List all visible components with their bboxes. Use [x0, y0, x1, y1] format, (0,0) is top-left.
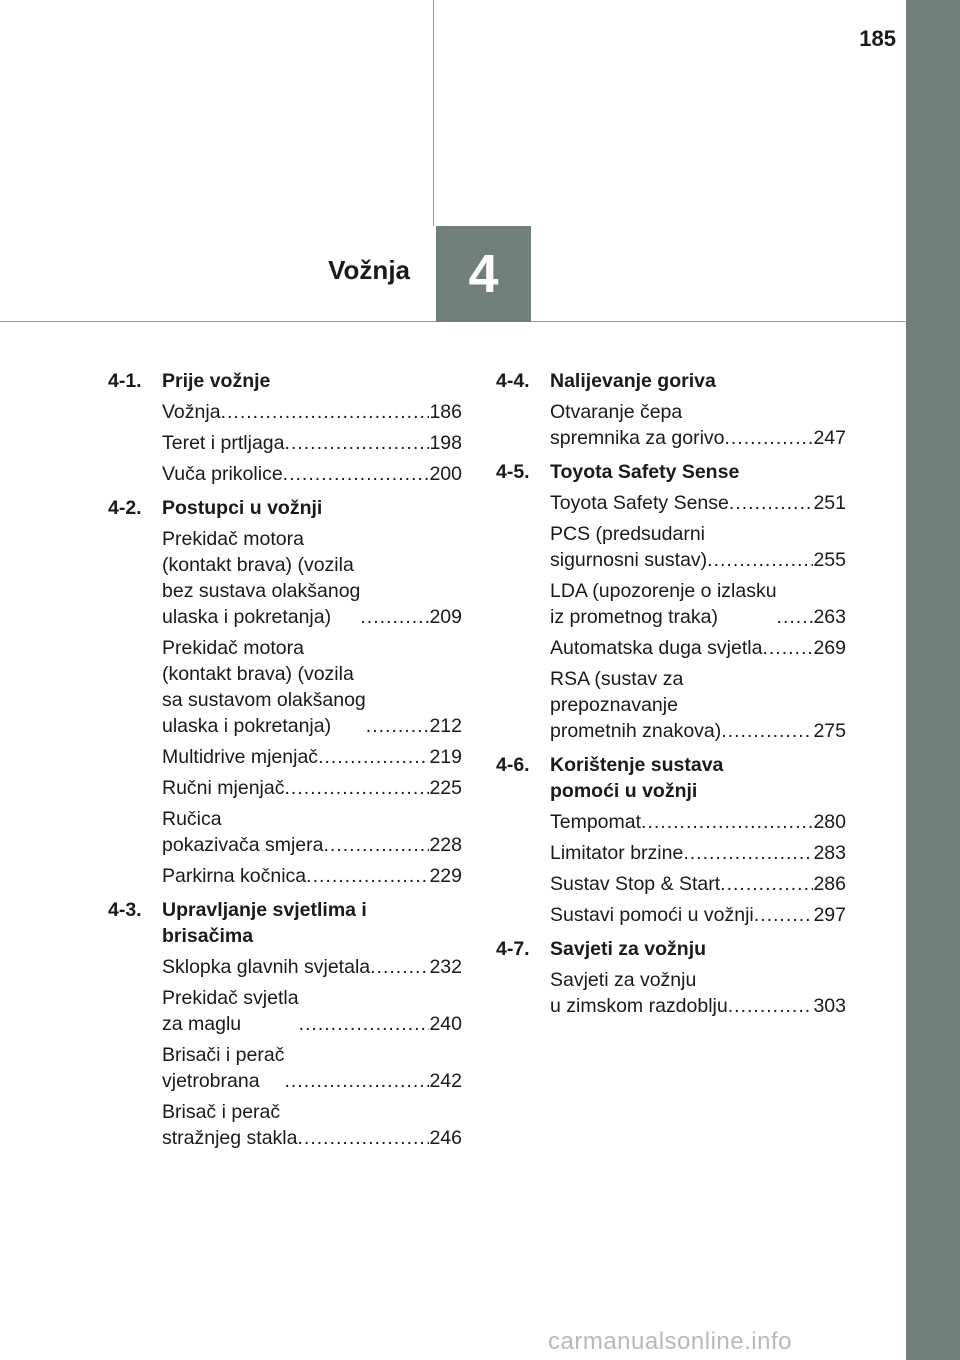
entry-title: PCS (predsudarni sigurnosni sustav): [550, 523, 708, 571]
entry-page-number: 232: [429, 956, 462, 978]
dot-leader: [707, 547, 813, 573]
toc-column-left: [108, 368, 462, 1159]
entry-page-number: 240: [429, 1013, 462, 1035]
entry-title: Tempomat: [550, 811, 642, 833]
entry-page-number: 186: [429, 401, 462, 423]
dot-leader: [683, 840, 813, 866]
entry-page-number: 209: [429, 606, 462, 628]
entry-page-number: 263: [813, 606, 846, 628]
entry-title: Brisači i perač vjetrobrana: [162, 1044, 285, 1092]
toc-entry[interactable]: [162, 775, 462, 801]
entry-page-number: 269: [813, 637, 846, 659]
entry-page-number: 247: [813, 427, 846, 449]
section-heading: [496, 368, 846, 394]
entry-title: Sustav Stop & Start: [550, 873, 721, 895]
section-title: Postupci u vožnji: [162, 497, 323, 519]
entry-title: Prekidač motora (kontakt brava) (vozila sa sustavom olakšanog ulaska i pokretanja): [162, 637, 366, 737]
entry-title: Ručica pokazivača smjera: [162, 808, 324, 856]
section-heading: [108, 897, 462, 949]
toc-entry[interactable]: [550, 809, 846, 835]
entry-title: Toyota Safety Sense: [550, 492, 729, 514]
entry-title: RSA (sustav za prepoznavanje prometnih znakova): [550, 668, 722, 742]
section-heading: [108, 495, 462, 521]
entry-page-number: 280: [813, 811, 846, 833]
entry-page-number: 303: [813, 995, 846, 1017]
chapter-title: Vožnja: [328, 255, 410, 285]
entry-title: Prekidač svjetla za maglu: [162, 987, 299, 1035]
section-title: Nalijevanje goriva: [550, 370, 716, 392]
dot-leader: [283, 461, 430, 487]
dot-leader: [370, 954, 429, 980]
section-number: 4-7.: [496, 938, 530, 960]
dot-leader: [284, 775, 429, 801]
toc-entry[interactable]: [550, 902, 846, 928]
section-number: 4-5.: [496, 461, 530, 483]
dot-leader: [284, 1068, 429, 1094]
entry-page-number: 242: [429, 1070, 462, 1092]
toc-section: [108, 368, 462, 495]
dot-leader: [754, 902, 814, 928]
toc-section: [496, 752, 846, 936]
toc-entry[interactable]: [162, 399, 462, 425]
section-title: Upravljanje svjetlima i brisačima: [162, 899, 367, 947]
toc-entry[interactable]: [550, 967, 846, 1019]
toc-entry[interactable]: [550, 521, 846, 573]
section-number: 4-1.: [108, 370, 142, 392]
section-number: 4-2.: [108, 497, 142, 519]
entry-page-number: 219: [429, 746, 462, 768]
toc-entry[interactable]: [550, 840, 846, 866]
dot-leader: [729, 490, 814, 516]
entry-page-number: 198: [429, 432, 462, 454]
toc-entry[interactable]: [162, 954, 462, 980]
chapter-number-box: 4: [436, 226, 531, 322]
dot-leader: [720, 871, 813, 897]
entry-title: Brisač i perač stražnjeg stakla: [162, 1101, 298, 1149]
entry-title: Vožnja: [162, 401, 221, 423]
entry-page-number: 275: [813, 720, 846, 742]
toc-entry[interactable]: [162, 744, 462, 770]
section-number: 4-3.: [108, 899, 142, 921]
entry-page-number: 200: [429, 463, 462, 485]
dot-leader: [360, 604, 429, 630]
section-title: Savjeti za vožnju: [550, 938, 707, 960]
entry-title: Savjeti za vožnju u zimskom razdoblju: [550, 969, 728, 1017]
entry-title: Parkirna kočnica: [162, 865, 307, 887]
section-heading: [496, 936, 846, 962]
toc-entry[interactable]: [162, 863, 462, 889]
entry-page-number: 251: [813, 492, 846, 514]
dot-leader: [728, 993, 814, 1019]
entry-page-number: 246: [429, 1127, 462, 1149]
entry-title: Teret i prtljaga: [162, 432, 285, 454]
toc-section: [496, 459, 846, 752]
section-number: 4-4.: [496, 370, 530, 392]
section-title: Korištenje sustava pomoći u vožnji: [550, 754, 724, 802]
entry-page-number: 212: [429, 715, 462, 737]
entry-title: Sustavi pomoći u vožnji: [550, 904, 754, 926]
section-title: Toyota Safety Sense: [550, 461, 740, 483]
toc-entry[interactable]: [162, 985, 462, 1037]
toc-entry[interactable]: [162, 1099, 462, 1151]
entry-page-number: 225: [429, 777, 462, 799]
entry-page-number: 283: [813, 842, 846, 864]
toc-entry[interactable]: [550, 871, 846, 897]
entry-title: Limitator brzine: [550, 842, 684, 864]
entry-title: Otvaranje čepa spremnika za gorivo: [550, 401, 725, 449]
entry-title: LDA (upozorenje o izlasku iz prometnog traka): [550, 580, 777, 628]
toc-section: [108, 897, 462, 1159]
dot-leader: [318, 744, 429, 770]
dot-leader: [221, 399, 430, 425]
dot-leader: [323, 832, 429, 858]
entry-title: Sklopka glavnih svjetala: [162, 956, 371, 978]
header-vertical-divider: [433, 0, 434, 226]
watermark: carmanualsonline.info: [548, 1328, 792, 1355]
entry-title: Multidrive mjenjač: [162, 746, 319, 768]
section-title: Prije vožnje: [162, 370, 271, 392]
entry-page-number: 229: [429, 865, 462, 887]
dot-leader: [777, 604, 814, 630]
section-number: 4-6.: [496, 754, 530, 776]
toc-entry[interactable]: [550, 666, 846, 744]
dot-leader: [284, 430, 429, 456]
entry-page-number: 255: [813, 549, 846, 571]
entry-title: Ručni mjenjač: [162, 777, 285, 799]
toc-entry[interactable]: [550, 490, 846, 516]
entry-title: Prekidač motora (kontakt brava) (vozila bez sustava olakšanog ulaska i pokretanja): [162, 528, 361, 628]
dot-leader: [297, 1125, 429, 1151]
entry-title: Vuča prikolice: [162, 463, 283, 485]
section-heading: [496, 752, 846, 804]
toc-entry[interactable]: [550, 635, 846, 661]
page-number: 185: [859, 26, 896, 51]
entry-page-number: 228: [429, 834, 462, 856]
toc-entry[interactable]: [162, 430, 462, 456]
dot-leader: [306, 863, 429, 889]
dot-leader: [725, 425, 814, 451]
toc-section: [496, 936, 846, 1027]
section-heading: [496, 459, 846, 485]
toc-entry[interactable]: [162, 806, 462, 858]
toc-column-right: [496, 368, 846, 1027]
toc-entry[interactable]: [162, 461, 462, 487]
dot-leader: [762, 635, 813, 661]
toc-entry[interactable]: [162, 526, 462, 630]
entry-page-number: 286: [813, 873, 846, 895]
toc-entry[interactable]: [550, 578, 846, 630]
toc-section: [108, 495, 462, 897]
dot-leader: [641, 809, 813, 835]
dot-leader: [721, 718, 813, 744]
toc-section: [496, 368, 846, 459]
chapter-side-tab: [906, 0, 960, 1360]
entry-title: Automatska duga svjetla: [550, 637, 763, 659]
entry-page-number: 297: [813, 904, 846, 926]
toc-entry[interactable]: [162, 1042, 462, 1094]
dot-leader: [299, 1011, 430, 1037]
dot-leader: [366, 713, 430, 739]
toc-entry[interactable]: [550, 399, 846, 451]
toc-entry[interactable]: [162, 635, 462, 739]
section-heading: [108, 368, 462, 394]
